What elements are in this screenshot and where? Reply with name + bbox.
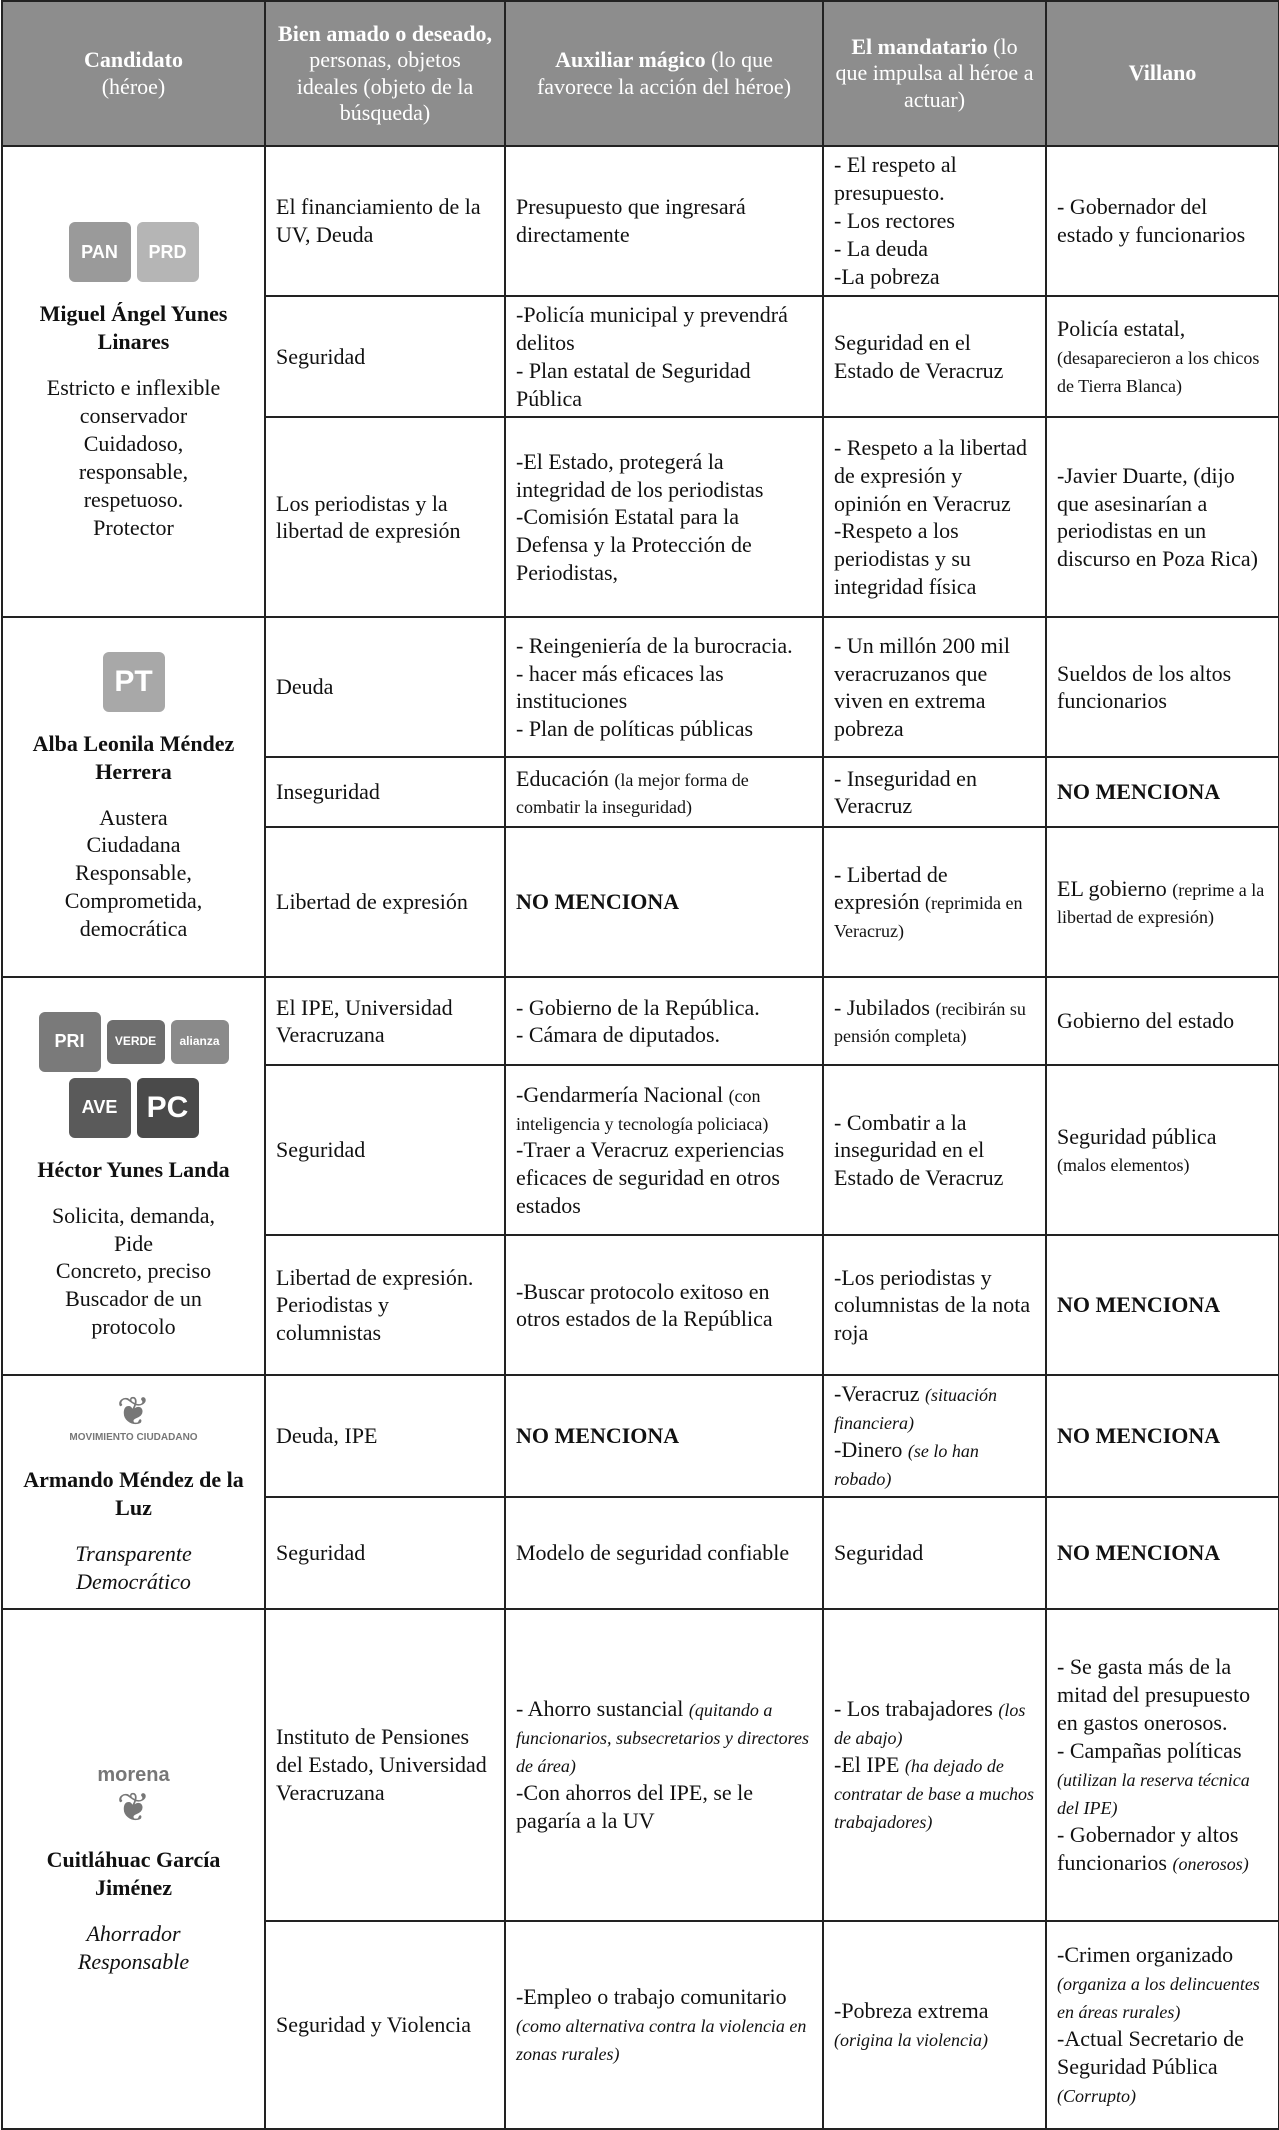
cell-line-main: -Crimen organizado <box>1057 1942 1234 1968</box>
cell-text: Presupuesto que ingresará directamente <box>516 193 746 247</box>
prd-logo-icon <box>137 222 199 282</box>
cell-line <box>516 1779 812 1835</box>
cell-mand <box>823 1065 1046 1235</box>
candidate-trait: Transparente <box>75 1541 192 1567</box>
cell-bien <box>265 827 505 977</box>
cell-vill <box>1046 296 1279 418</box>
cell-mand <box>823 1609 1046 1921</box>
cell-text: - Un millón 200 mil veracruzanos que viven en extrema pobreza <box>834 632 1010 742</box>
cell-line-note: (Corrupto) <box>1057 2086 1137 2107</box>
logo-text: PAN <box>81 241 118 262</box>
cell-text: El IPE, Universidad Veracruzana <box>276 994 453 1048</box>
ave-logo-icon <box>69 1078 131 1138</box>
cell-aux <box>505 296 823 418</box>
cell-aux <box>505 827 823 977</box>
candidate-trait: Pide <box>113 1230 154 1256</box>
cell-line-main: - Se gasta más de la mitad del presupuesto en gastos onerosos. <box>1057 1654 1251 1736</box>
cell-mand <box>823 827 1046 977</box>
cell-line-note: (onerosos) <box>1172 1854 1249 1874</box>
cell-text: Deuda, IPE <box>276 1423 378 1449</box>
party-logos <box>13 222 254 282</box>
cell-text: - Combatir a la inseguridad en el Estado de Veracruz <box>834 1109 1004 1191</box>
party-logos <box>13 652 254 712</box>
cell-text: NO MENCIONA <box>516 1423 680 1449</box>
cell-bien <box>265 977 505 1065</box>
cell-text: Gobierno del estado <box>1057 1008 1235 1034</box>
cell-vill <box>1046 1375 1279 1497</box>
candidate-trait: Cuidadoso, <box>83 430 184 456</box>
verde-logo-icon <box>107 1020 165 1064</box>
cell-aux <box>505 1497 823 1609</box>
cell-mand <box>823 1235 1046 1375</box>
cell-bien <box>265 296 505 418</box>
logo-text: VERDE <box>114 1034 157 1048</box>
cell-line: -Comisión Estatal para la Defensa y la Protección de Periodistas, <box>516 504 752 586</box>
cell-line <box>1057 1653 1268 1737</box>
cell-aux <box>505 757 823 827</box>
cell-text: -Los periodistas y columnistas de la nota roja <box>834 1264 1031 1346</box>
cell-vill <box>1046 1065 1279 1235</box>
cell-main: - Jubilados <box>834 994 930 1020</box>
cell-note: (la mejor forma de combatir la inseguridad) <box>516 769 749 818</box>
cell-mand <box>823 1375 1046 1497</box>
cell-text: Seguridad <box>276 343 366 369</box>
cell-line-note: (se lo han robado) <box>834 1441 979 1490</box>
candidate-name: Alba Leonila Méndez Herrera <box>32 730 235 784</box>
cell-text: NO MENCIONA <box>1057 779 1221 805</box>
cell-main: Educación <box>516 765 609 791</box>
cell-text: Seguridad en el Estado de Veracruz <box>834 329 1004 383</box>
header-bien: Bien amado o deseado, personas, objetos ideales (objeto de la búsqueda) <box>265 1 505 146</box>
candidate-trait: protocolo <box>91 1314 176 1340</box>
candidate-cell <box>2 1375 265 1609</box>
cell-text: Los periodistas y la libertad de expresión <box>276 490 461 544</box>
cell-mand <box>823 296 1046 418</box>
morena-logo-icon <box>97 1763 169 1828</box>
cell-vill <box>1046 977 1279 1065</box>
cell-line: -Respeto a los periodistas y su integridad física <box>834 518 977 600</box>
cell-note: (reprimida en Veracruz) <box>834 893 1023 942</box>
cell-text: NO MENCIONA <box>1057 1540 1221 1566</box>
candidate-trait: Concreto, preciso <box>55 1258 212 1284</box>
cell-line <box>834 1997 1035 2053</box>
cell-text: Inseguridad <box>276 779 380 805</box>
candidate-trait: Ahorrador <box>86 1920 181 1946</box>
candidate-trait: respetuoso. <box>83 486 184 512</box>
logo-text: PT <box>114 664 153 698</box>
cell-line-note: (ha dejado de contratar de base a muchos trabajadores) <box>834 1756 1034 1833</box>
cell-line: -La pobreza <box>834 263 940 289</box>
cell-aux <box>505 1375 823 1497</box>
cell-line-main: - Gobernador y altos funcionarios <box>1057 1822 1239 1875</box>
candidates-table <box>1 0 1279 2130</box>
cell-line: - La deuda <box>834 235 929 261</box>
cardenista-logo-icon <box>137 1078 199 1138</box>
movimiento-ciudadano-logo-icon <box>69 1392 197 1445</box>
cell-text: Seguridad <box>276 1540 366 1566</box>
cell-bien <box>265 146 505 296</box>
cell-note: (con inteligencia y tecnología policiaca) <box>516 1085 769 1134</box>
candidate-trait: democrática <box>79 916 188 942</box>
cell-text: Seguridad <box>276 1137 366 1163</box>
cell-mand <box>823 146 1046 296</box>
cell-main: Policía estatal, <box>1057 315 1186 341</box>
candidate-trait: Solicita, demanda, <box>51 1202 216 1228</box>
cell-line <box>834 1436 1035 1492</box>
cell-bien <box>265 1065 505 1235</box>
cell-text: Deuda <box>276 674 334 700</box>
cell-line-note: (como alternativa contra la violencia en zonas rurales) <box>516 2016 807 2065</box>
candidate-cell <box>2 1609 265 2129</box>
cell-line <box>834 1380 1035 1436</box>
cell-line-main: - Ahorro sustancial <box>516 1696 689 1722</box>
cell-main: Seguridad pública <box>1057 1123 1217 1149</box>
logo-text: MOVIMIENTO CIUDADANO <box>69 1432 198 1444</box>
cell-text: Libertad de expresión. Periodistas y columnistas <box>276 1264 474 1346</box>
cell-vill <box>1046 827 1279 977</box>
cell-text: Seguridad y Violencia <box>276 2012 472 2038</box>
cell-line-main: -Con ahorros del IPE, se le pagaría a la UV <box>516 1780 754 1834</box>
cell-line <box>834 1695 1035 1751</box>
cell-vill <box>1046 1497 1279 1609</box>
cell-bien <box>265 617 505 757</box>
cell-line-note: (situación financiera) <box>834 1385 997 1434</box>
cell-line-main: -Veracruz <box>834 1381 925 1407</box>
cell-line-main: -El IPE <box>834 1752 905 1778</box>
cell-text: NO MENCIONA <box>516 889 680 915</box>
cell-note: (recibirán su pensión completa) <box>834 998 1026 1047</box>
candidate-name: Miguel Ángel Yunes Linares <box>39 300 228 354</box>
table-row <box>2 1609 1279 1921</box>
cell-line <box>1057 2025 1268 2109</box>
logo-text: morena <box>97 1763 170 1786</box>
candidate-cell <box>2 977 265 1375</box>
cell-text: Sueldos de los altos funcionarios <box>1057 660 1232 714</box>
candidate-trait: Ciudadana <box>86 832 181 858</box>
cell-mand <box>823 1921 1046 2129</box>
cell-line-note: (organiza a los delincuentes en áreas rurales) <box>1057 1974 1260 2023</box>
cell-line: - Respeto a la libertad de expresión y opinión en Veracruz <box>834 434 1028 516</box>
candidate-trait: conservador <box>79 402 188 428</box>
table-row <box>2 977 1279 1065</box>
cell-line: - hacer más eficaces las instituciones <box>516 660 724 714</box>
cell-vill <box>1046 146 1279 296</box>
cell-aux <box>505 417 823 617</box>
candidate-trait: Responsable, <box>75 860 192 886</box>
cell-vill <box>1046 617 1279 757</box>
cell-line-note: (origina la violencia) <box>834 2030 988 2051</box>
candidate-name: Héctor Yunes Landa <box>37 1156 230 1182</box>
cell-line <box>516 1695 812 1779</box>
cell-vill <box>1046 1235 1279 1375</box>
cell-mand <box>823 977 1046 1065</box>
candidate-name: Cuitláhuac García Jiménez <box>46 1847 221 1900</box>
header-row <box>2 1 1279 146</box>
candidate-cell <box>2 617 265 977</box>
cell-line <box>1057 1821 1268 1877</box>
cell-line-main: - Los trabajadores <box>834 1696 999 1722</box>
cell-text: Libertad de expresión <box>276 889 468 915</box>
cell-line: -Policía municipal y prevendrá delitos <box>516 301 788 355</box>
cell-note: (malos elementos) <box>1057 1155 1190 1176</box>
cell-text: -Javier Duarte, (dijo que asesinarían a periodistas en un discurso en Poza Rica) <box>1057 462 1258 572</box>
table-row <box>2 1375 1279 1497</box>
cell-line: - Los rectores <box>834 207 955 233</box>
cell-mand <box>823 617 1046 757</box>
candidate-name: Armando Méndez de la Luz <box>23 1467 244 1521</box>
cell-aux <box>505 1609 823 1921</box>
cell-mand <box>823 757 1046 827</box>
pan-logo-icon <box>69 222 131 282</box>
logo-text: alianza <box>179 1034 220 1048</box>
table-row <box>2 146 1279 296</box>
cell-bien <box>265 1609 505 1921</box>
cell-main: - Libertad de expresión <box>834 861 948 915</box>
eagle-emblem-icon: ❦ <box>116 1786 151 1830</box>
cell-bien <box>265 1921 505 2129</box>
cell-line <box>1057 1737 1268 1821</box>
cell-line: - Plan de políticas públicas <box>516 716 754 742</box>
header-mandatario: El mandatario (lo que impulsa al héroe a actuar) <box>823 1 1046 146</box>
pt-logo-icon <box>103 652 165 712</box>
cell-vill <box>1046 757 1279 827</box>
cell-line-main: - Campañas políticas <box>1057 1738 1242 1764</box>
candidate-trait: Comprometida, <box>64 888 203 914</box>
cell-line-main: -Dinero <box>834 1437 908 1463</box>
cell-aux <box>505 146 823 296</box>
cell-line-main: -Empleo o trabajo comunitario <box>516 1984 787 2010</box>
cell-aux <box>505 977 823 1065</box>
cell-line: - Gobierno de la República. <box>516 994 760 1020</box>
cell-aux <box>505 1921 823 2129</box>
cell-line: - Reingeniería de la burocracia. <box>516 632 793 658</box>
cell-bien <box>265 417 505 617</box>
eagle-emblem-icon: ❦ <box>116 1390 151 1435</box>
alianza-logo-icon <box>171 1020 229 1064</box>
cell-bien <box>265 1235 505 1375</box>
cell-after: -Traer a Veracruz experiencias eficaces de seguridad en otros estados <box>516 1137 785 1219</box>
cell-line <box>834 1751 1035 1835</box>
candidate-trait: Democrático <box>76 1569 191 1595</box>
candidate-trait: responsable, <box>78 458 189 484</box>
cell-text: Seguridad <box>834 1540 924 1566</box>
logo-text: PRI <box>54 1031 85 1052</box>
cell-mand <box>823 417 1046 617</box>
cell-line-main: -Pobreza extrema <box>834 1998 989 2024</box>
pri-logo-icon <box>39 1012 101 1072</box>
header-auxiliar: Auxiliar mágico (lo que favorece la acción del héroe) <box>505 1 823 146</box>
cell-bien <box>265 1497 505 1609</box>
logo-text: AVE <box>81 1097 118 1118</box>
header-villano: Villano <box>1046 1 1279 146</box>
cell-vill <box>1046 1609 1279 1921</box>
cell-line-main: -Actual Secretario de Seguridad Pública <box>1057 2026 1244 2080</box>
logo-text: PRD <box>148 241 187 262</box>
candidate-trait: Protector <box>93 514 174 540</box>
cell-text: - Gobernador del estado y funcionarios <box>1057 193 1246 247</box>
candidate-trait: Buscador de un <box>65 1286 202 1312</box>
cell-text: NO MENCIONA <box>1057 1423 1221 1449</box>
cell-aux <box>505 617 823 757</box>
candidate-trait: Austera <box>99 804 168 830</box>
cell-line <box>516 1983 812 2067</box>
cell-text: Modelo de seguridad confiable <box>516 1540 790 1566</box>
cell-vill <box>1046 1921 1279 2129</box>
cell-text: Instituto de Pensiones del Estado, Universidad Veracruzana <box>276 1724 487 1806</box>
cell-mand <box>823 1497 1046 1609</box>
cell-vill <box>1046 417 1279 617</box>
party-logos <box>13 1388 254 1448</box>
cell-line: - Plan estatal de Seguridad Pública <box>516 357 751 411</box>
cell-note: (reprime a la libertad de expresión) <box>1057 879 1265 928</box>
cell-aux <box>505 1065 823 1235</box>
cell-line-note: (utilizan la reserva técnica del IPE) <box>1057 1770 1250 1819</box>
cell-bien <box>265 1375 505 1497</box>
header-candidato: Candidato (héroe) <box>2 1 265 146</box>
cell-text: - Inseguridad en Veracruz <box>834 765 977 819</box>
cell-line: -El Estado, protegerá la integridad de los periodistas <box>516 448 764 502</box>
cell-line <box>1057 1941 1268 2025</box>
cell-main: -Gendarmería Nacional <box>516 1081 724 1107</box>
cell-bien <box>265 757 505 827</box>
cell-line: - Cámara de diputados. <box>516 1022 721 1048</box>
cell-line: - El respeto al presupuesto. <box>834 152 957 205</box>
candidate-trait: Estricto e inflexible <box>46 374 221 400</box>
cell-line-note: (quitando a funcionarios, subsecretarios y directores de área) <box>516 1700 809 1777</box>
cell-note: (desaparecieron a los chicos de Tierra Blanca) <box>1057 347 1260 396</box>
cell-aux <box>505 1235 823 1375</box>
cell-text: NO MENCIONA <box>1057 1292 1221 1318</box>
party-logos <box>13 1763 254 1828</box>
party-logos <box>13 1012 254 1138</box>
candidate-trait: Responsable <box>77 1948 190 1974</box>
cell-line-note: (los de abajo) <box>834 1700 1026 1749</box>
cell-main: EL gobierno <box>1057 875 1167 901</box>
logo-text: PC <box>146 1090 189 1124</box>
cell-text: El financiamiento de la UV, Deuda <box>276 193 481 247</box>
table-row <box>2 617 1279 757</box>
cell-text: -Buscar protocolo exitoso en otros estados de la República <box>516 1278 773 1332</box>
candidate-cell <box>2 146 265 617</box>
